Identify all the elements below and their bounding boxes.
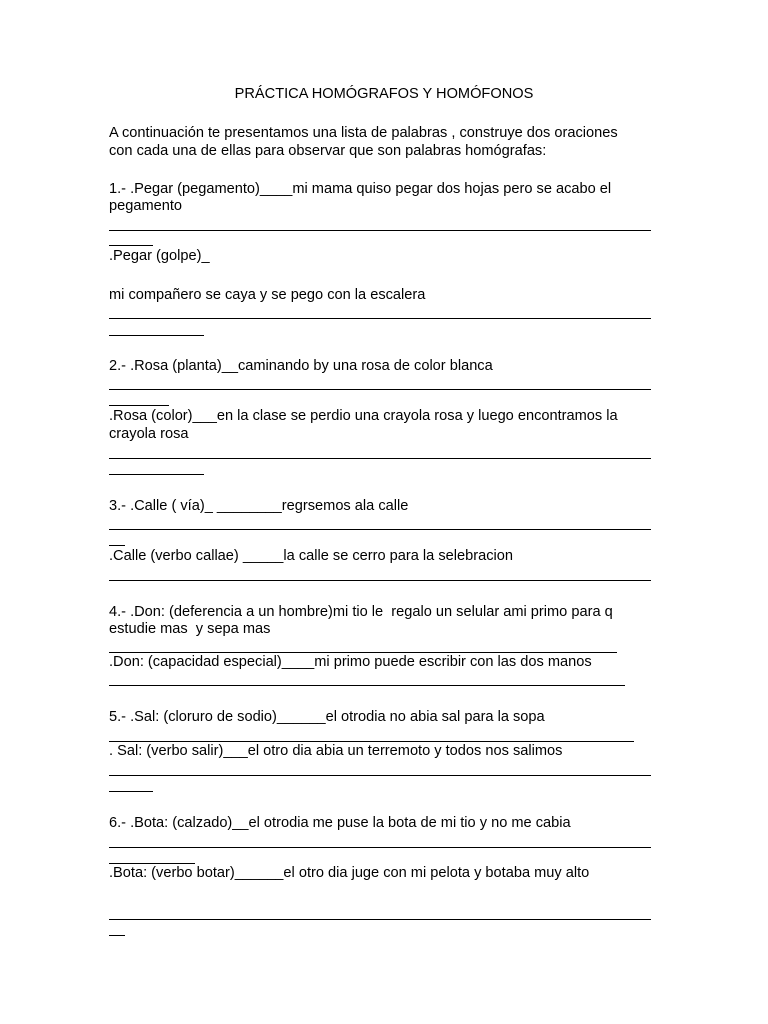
item-3a-line: 3.- .Calle ( vía)_ ________regrsemos ala calle	[109, 498, 409, 514]
answer-line	[109, 335, 204, 336]
item-4a-line-2: estudie mas y sepa mas	[109, 621, 271, 637]
answer-line	[109, 230, 651, 231]
item-2a-line: 2.- .Rosa (planta)__caminando by una rosa de color blanca	[109, 358, 493, 374]
answer-line	[109, 405, 169, 406]
item-5a-line: 5.- .Sal: (cloruro de sodio)______el otrodia no abia sal para la sopa	[109, 709, 545, 725]
item-6a-line: 6.- .Bota: (calzado)__el otrodia me puse la bota de mi tio y no me cabia	[109, 815, 571, 831]
item-2b-line-1: .Rosa (color)___en la clase se perdio una crayola rosa y luego encontramos la	[109, 408, 618, 424]
item-6b-line: .Bota: (verbo botar)______el otro dia juge con mi pelota y botaba muy alto	[109, 865, 590, 881]
item-1a-line-1: 1.- .Pegar (pegamento)____mi mama quiso pegar dos hojas pero se acabo el	[109, 181, 612, 197]
item-4a-line-1: 4.- .Don: (deferencia a un hombre)mi tio le regalo un selular ami primo para q	[109, 604, 613, 620]
answer-line	[109, 474, 204, 475]
answer-line	[109, 318, 651, 319]
item-1a-line-2: pegamento	[109, 198, 183, 214]
answer-line	[109, 389, 651, 390]
answer-line	[109, 545, 125, 546]
item-1b-answer: mi compañero se caya y se pego con la escalera	[109, 287, 426, 303]
answer-line	[109, 458, 651, 459]
intro-line-1: A continuación te presentamos una lista de palabras , construye dos oraciones	[109, 125, 618, 141]
answer-line	[109, 529, 651, 530]
intro-line-2: con cada una de ellas para observar que son palabras homógrafas:	[109, 143, 547, 159]
answer-line	[109, 847, 651, 848]
answer-line	[109, 245, 153, 246]
answer-line	[109, 919, 651, 920]
answer-line	[109, 935, 125, 936]
item-3b-line: .Calle (verbo callae) _____la calle se cerro para la selebracion	[109, 548, 513, 564]
item-2b-line-2: crayola rosa	[109, 426, 189, 442]
answer-line	[109, 580, 651, 581]
item-4b-line: .Don: (capacidad especial)____mi primo puede escribir con las dos manos	[109, 654, 592, 670]
item-5b-line: . Sal: (verbo salir)___el otro dia abia un terremoto y todos nos salimos	[109, 743, 563, 759]
page-title: PRÁCTICA HOMÓGRAFOS Y HOMÓFONOS	[234, 86, 534, 102]
answer-line	[109, 775, 651, 776]
item-1b-line: .Pegar (golpe)_	[109, 248, 210, 264]
answer-line	[109, 791, 153, 792]
answer-line	[109, 685, 625, 686]
